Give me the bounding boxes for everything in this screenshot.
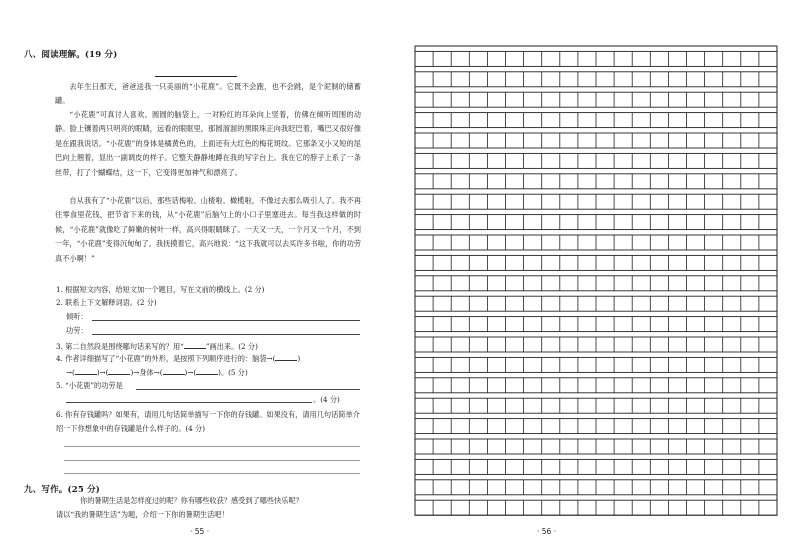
q6-answer-line-2[interactable] <box>64 460 360 461</box>
q4-blank-3[interactable] <box>108 366 130 375</box>
answer-line-qingting[interactable] <box>92 320 360 321</box>
q4-blank-1[interactable] <box>275 352 297 361</box>
title-answer-blank[interactable] <box>155 76 237 77</box>
page-number-left: · 55 · <box>190 527 210 536</box>
q4-arrow-d: )→( <box>184 368 197 377</box>
question-6: 6. 你有存钱罐吗？如果有，请用几句话简单描写一下你的存钱罐。如果没有，请用几句话简单介绍一下你想象中的存钱罐是什么样子的。(4 分) <box>56 410 360 433</box>
writing-prompt-line-1: 你的暑期生活是怎样度过的呢？你有哪些收获？感受到了哪些快乐呢？ <box>80 496 303 505</box>
page-number-right: · 56 · <box>537 527 557 536</box>
q6-answer-line-1[interactable] <box>64 446 360 447</box>
word-label-qingting: 倾听： <box>66 312 88 321</box>
question-5-score: 。(4 分) <box>313 395 340 404</box>
answer-line-gonglao[interactable] <box>92 334 360 335</box>
q5-answer-line-1[interactable] <box>136 389 360 390</box>
q4-arrow-a: →( <box>66 368 75 377</box>
q4-paren-close: ) <box>297 354 301 363</box>
paragraph-1: 去年生日那天，爸爸送我一只美丽的“小花鹿”。它既不会跑，也不会跳，是个泥制的储蓄罐。 <box>55 82 361 106</box>
question-2: 2. 联系上下文解释词语。(2 分) <box>56 298 157 307</box>
q5-answer-line-2[interactable] <box>66 402 312 403</box>
question-3-underline-sample <box>184 340 206 349</box>
word-label-gonglao: 功劳： <box>66 326 88 335</box>
question-1: 1. 根据短文内容，给短文加一个题目，写在文前的横线上。(2 分) <box>56 285 265 294</box>
right-page <box>397 0 794 550</box>
q4-blank-4[interactable] <box>163 366 185 375</box>
question-4-line2 <box>66 366 248 379</box>
q4-blank-5[interactable] <box>196 366 218 375</box>
q4-score: )。(5 分) <box>218 368 248 377</box>
composition-grid[interactable] <box>397 0 794 550</box>
question-4 <box>56 352 300 365</box>
q4-blank-2[interactable] <box>75 366 97 375</box>
paragraph-3: 自从我有了“小花鹿”以后，那些话梅啦、山楂啦、橄榄啦，不像过去那么吸引人了。我不再往零食里花钱，把节省下来的钱，从“小花鹿”后脑勺上的小口子里塞进去。每当我这样做的时候，“小花鹿”就像吃了鲜嫩的树叶一样，高兴得眼睛眯了。一天又一天，一个月又一个月，不到一年，“小花鹿”变得沉甸甸了。我抚摸着它，高兴地说：“这下我就可以去买许多书啦，你的功劳真不小啊！” <box>55 196 361 263</box>
section-8-title: 八、阅读理解。(19 分) <box>24 50 118 60</box>
q6-answer-line-3[interactable] <box>64 473 360 474</box>
section-9-title: 九、写作。(25 分) <box>24 485 101 495</box>
q4-arrow-b: )→( <box>96 368 109 377</box>
question-3-text-b: ”画出来。(2 分) <box>205 342 258 351</box>
paragraph-2: “小花鹿”可真讨人喜欢。圆圆的脑袋上，一对粉红的耳朵向上竖着，仿佛在倾听周围的动静。脸上镶着两只明亮的眼睛，远看的眼眶里，那圆溜溜的黑眼珠正向我眨巴着，嘴巴又很好像是在跟我说话。“小花鹿”的身体是橘黄色的，上面还有大红色的梅花斑纹。它那条又小又短的尾巴向上翘着，显出一副调皮的样子。它整天静静地蹲在我的写字台上。我在它的脖子上系了一条丝带，打了个蝴蝶结，这一下，它变得更加神气和漂亮了。 <box>55 110 361 177</box>
question-4-text: 4. 作者详细描写了“小花鹿”的外形，是按照下列顺序进行的：脑袋→( <box>56 354 276 363</box>
question-3-text-a: 3. 第二自然段是围绕哪句话来写的？用“ <box>56 342 184 351</box>
question-5: 5. “小花鹿”的功劳是 <box>56 381 123 390</box>
q4-arrow-c: )→身体→( <box>130 368 163 377</box>
writing-prompt-line-2: 请以“我的暑期生活”为题，介绍一下你的暑期生活吧！ <box>56 510 229 519</box>
